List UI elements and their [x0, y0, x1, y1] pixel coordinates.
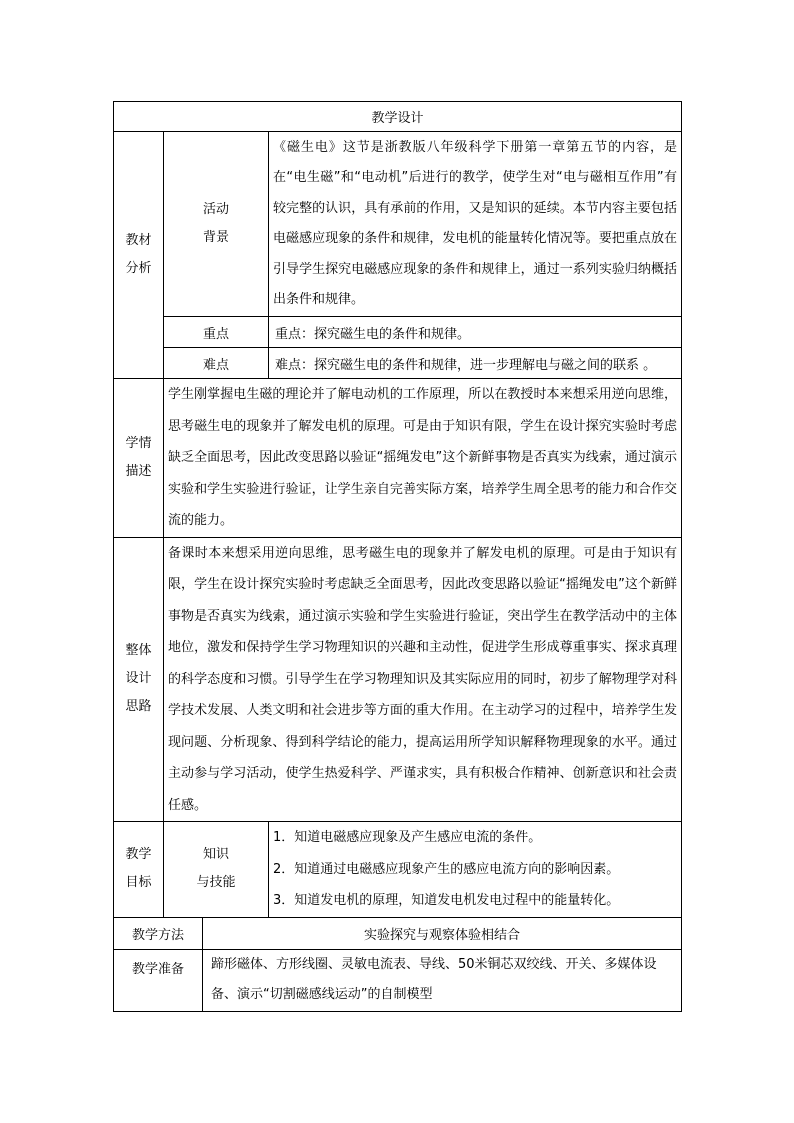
section-label-mubiao	[114, 822, 164, 918]
label-line: 与技能	[196, 875, 236, 891]
method-text: 实验探究与观察体验相结合	[203, 917, 682, 949]
preparation-label: 教学准备	[114, 949, 203, 1011]
label-line: 设计	[125, 671, 152, 687]
sub-label-difficulty: 难点	[164, 348, 269, 379]
section-label-xueqing	[114, 379, 164, 538]
list-item: 1．知道电磁感应现象及产生感应电流的条件。	[273, 830, 542, 845]
objectives-list	[269, 822, 682, 918]
label-line: 学情	[125, 435, 152, 451]
section-label-jiaocai	[114, 132, 164, 379]
label-line: 背景	[202, 230, 229, 245]
label-line: 教学	[125, 847, 152, 863]
difficulty-text: 难点：探究磁生电的条件和规律，进一步理解电与磁之间的联系 。	[269, 348, 682, 379]
background-text: 《磁生电》这节是浙教版八年级科学下册第一章第五节的内容，是在“电生磁”和“电动机”后进行的教学，使学生对“电与磁相互作用”有较完整的认识，具有承前的作用，又是知识的延续。本节内容主要包括电磁感应现象的条件和规律，发电机的能量转化情况等。要把重点放在引导学生探究电磁感应现象的条件和规律上，通过一系列实验归纳概括出条件和规律。	[269, 132, 682, 317]
label-line: 目标	[125, 875, 152, 891]
label-line: 描述	[125, 463, 152, 479]
label-line: 整体	[125, 643, 152, 659]
overall-design-text: 备课时本来想采用逆向思维，思考磁生电的现象并了解发电机的原理。可是由于知识有限，学生在设计探究实验时考虑缺乏全面思考，因此改变思路以验证“摇绳发电”这个新鲜事物是否真实为线索，通过演示实验和学生实验进行验证，突出学生在教学活动中的主体地位，激发和保持学生学习物理知识的兴趣和主动性，促进学生形成尊重事实、探求真理的科学态度和习惯。引导学生在学习物理知识及其实际应用的同时，初步了解物理学对科学技术发展、人类文明和社会进步等方面的重大作用。在主动学习的过程中，培养学生发现问题、分析现象、得到科学结论的能力，提高运用所学知识解释物理现象的水平。通过主动参与学习活动，使学生热爱科学、严谨求实，具有积极合作精神、创新意识和社会责任感。	[164, 537, 682, 822]
label-line: 分析	[125, 261, 152, 276]
method-label: 教学方法	[114, 917, 203, 949]
label-line: 活动	[202, 202, 229, 217]
teaching-design-table	[113, 101, 682, 1012]
sub-label-key-point: 重点	[164, 317, 269, 348]
key-point-text: 重点：探究磁生电的条件和规律。	[269, 317, 682, 348]
list-item: 3．知道发电机的原理，知道发电机发电过程中的能量转化。	[273, 893, 620, 908]
sub-label-knowledge-skills	[164, 822, 269, 918]
list-item: 2．知道通过电磁感应现象产生的感应电流方向的影响因素。	[273, 861, 620, 877]
label-line: 思路	[125, 699, 152, 715]
sub-label-background	[164, 132, 269, 317]
table-title: 教学设计	[114, 102, 682, 132]
preparation-text: 蹄形磁体、方形线圈、灵敏电流表、导线、50米铜芯双绞线、开关、多媒体设备、演示“切割磁感线运动”的自制模型	[203, 949, 682, 1011]
label-line: 知识	[202, 847, 229, 863]
section-label-zhengti	[114, 537, 164, 822]
student-analysis-text: 学生刚掌握电生磁的理论并了解电动机的工作原理，所以在教授时本来想采用逆向思维，思考磁生电的现象并了解发电机的原理。可是由于知识有限，学生在设计探究实验时考虑缺乏全面思考，因此改变思路以验证“摇绳发电”这个新鲜事物是否真实为线索，通过演示实验和学生实验进行验证，让学生亲自完善实际方案，培养学生周全思考的能力和合作交流的能力。	[164, 379, 682, 538]
label-line: 教材	[125, 233, 152, 248]
